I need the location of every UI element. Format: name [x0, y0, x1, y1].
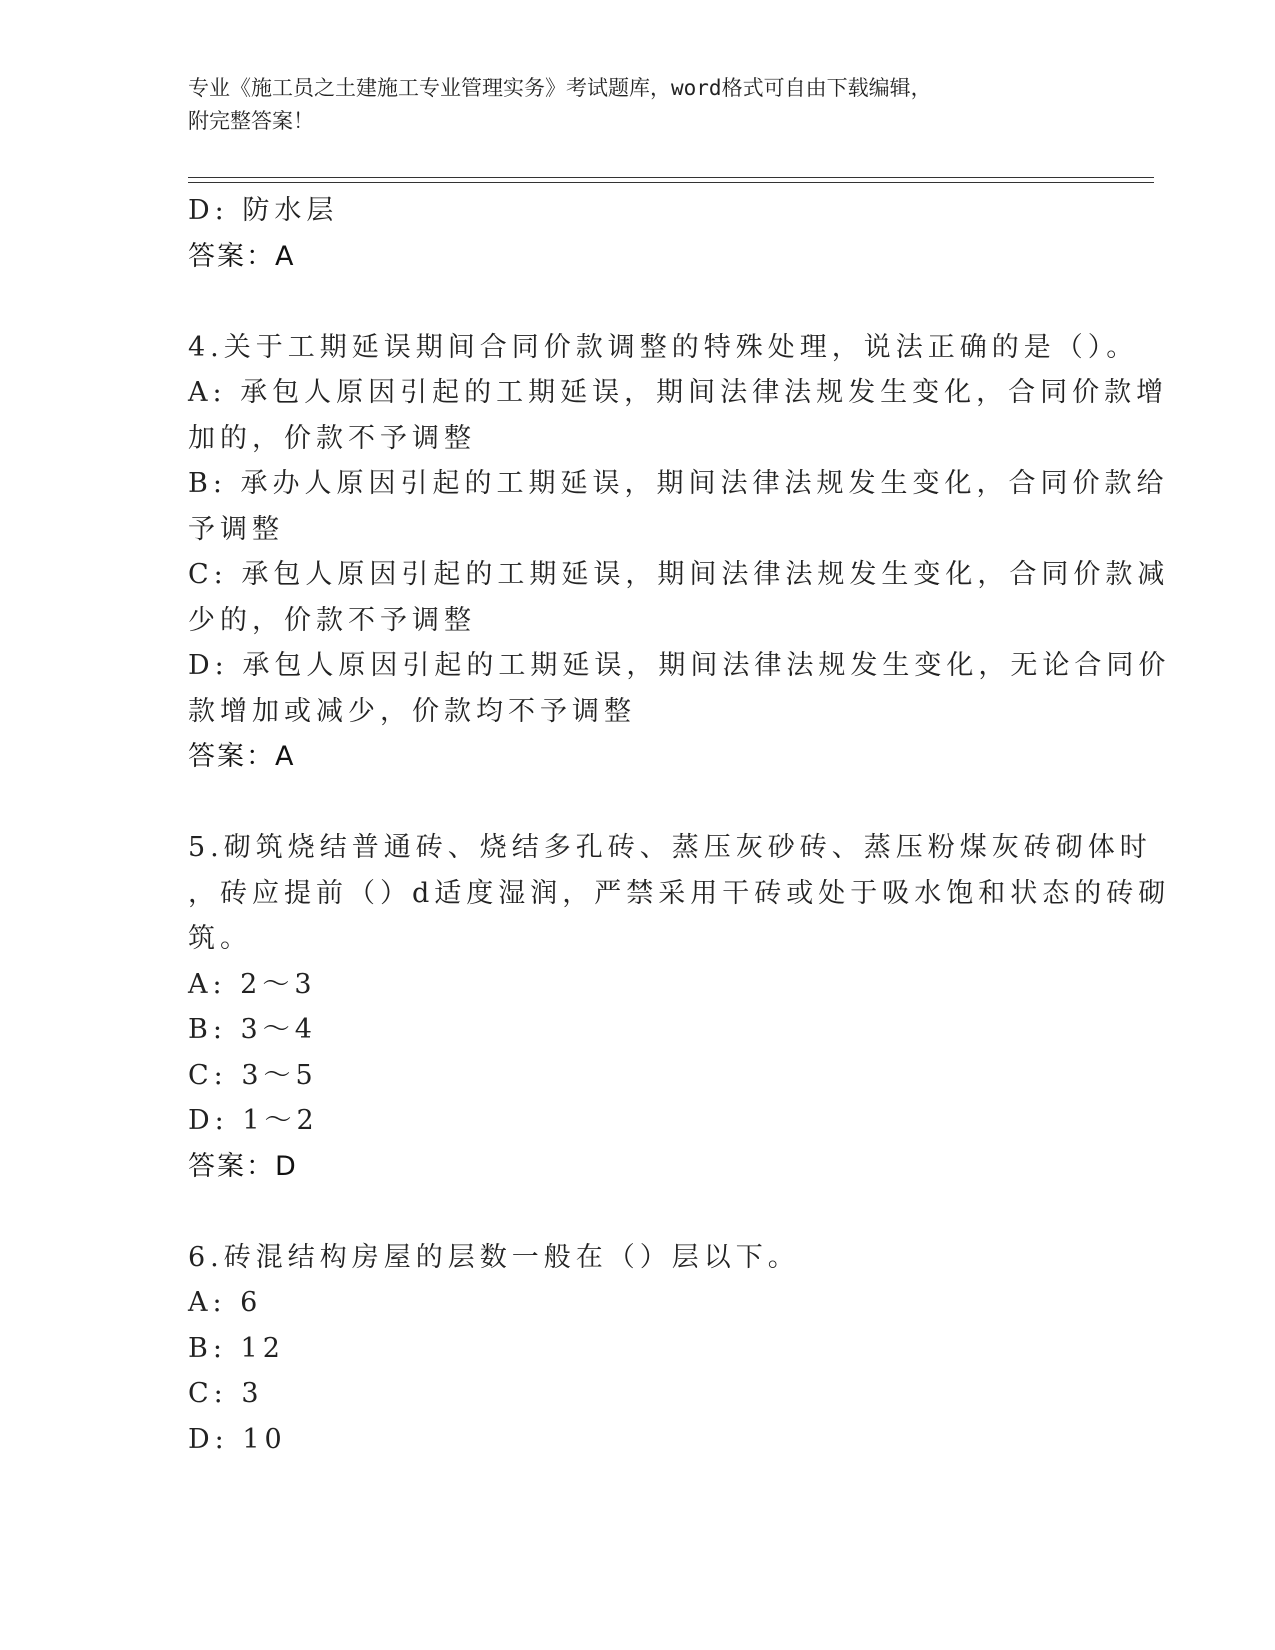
question-4 [188, 325, 1171, 780]
option-c: C: 3～5 [188, 1059, 318, 1091]
option-c-continued: 少的，价款不予调整 [188, 604, 476, 636]
option-c: C: 3 [188, 1378, 264, 1409]
question-3-tail [188, 188, 1088, 279]
document-body [188, 188, 1171, 1462]
option-c: C: 承包人原因引起的工期延误，期间法律法规发生变化，合同价款减 [188, 559, 1170, 590]
header-divider-bottom [188, 182, 1154, 183]
question-stem-continued: 筑。 [188, 923, 252, 954]
option-d: D: 1～2 [188, 1105, 319, 1136]
option-b-continued: 予调整 [188, 513, 284, 545]
option-b: B: 3～4 [188, 1014, 317, 1045]
question-5 [188, 825, 1171, 1189]
question-stem: 4.关于工期延误期间合同价款调整的特殊处理，说法正确的是（）。 [188, 331, 1139, 363]
answer-line: 答案：D [188, 1150, 298, 1182]
option-d: D: 承包人原因引起的工期延误，期间法律法规发生变化，无论合同价 [188, 650, 1171, 681]
page-header [188, 72, 1088, 138]
question-stem: 6.砖混结构房屋的层数一般在（）层以下。 [188, 1241, 800, 1273]
header-divider-top [188, 177, 1154, 178]
question-stem: 5.砌筑烧结普通砖、烧结多孔砖、蒸压灰砂砖、蒸压粉煤灰砖砌体时 [188, 832, 1152, 863]
option-a: A: 承包人原因引起的工期延误，期间法律法规发生变化，合同价款增 [188, 377, 1169, 408]
option-a: A: 2～3 [188, 968, 317, 1000]
answer-line: 答案：A [188, 240, 296, 272]
option-b: B: 承办人原因引起的工期延误，期间法律法规发生变化，合同价款给 [188, 468, 1169, 499]
option-b: B: 12 [188, 1332, 285, 1364]
question-6 [188, 1235, 1088, 1463]
header-line-2: 附完整答案！ [188, 109, 314, 133]
answer-line: 答案：A [188, 741, 296, 772]
option-d: D: 10 [188, 1423, 287, 1455]
option-a-continued: 加的，价款不予调整 [188, 422, 476, 454]
option-a: A: 6 [188, 1287, 263, 1318]
header-line-1: 专业《施工员之土建施工专业管理实务》考试题库，word格式可自由下载编辑， [188, 76, 932, 100]
option-d-continued: 款增加或减少，价款均不予调整 [188, 695, 636, 727]
question-stem-continued: ，砖应提前（）d适度湿润，严禁采用干砖或处于吸水饱和状态的砖砌 [188, 877, 1171, 909]
option-d: D: 防水层 [188, 195, 339, 226]
